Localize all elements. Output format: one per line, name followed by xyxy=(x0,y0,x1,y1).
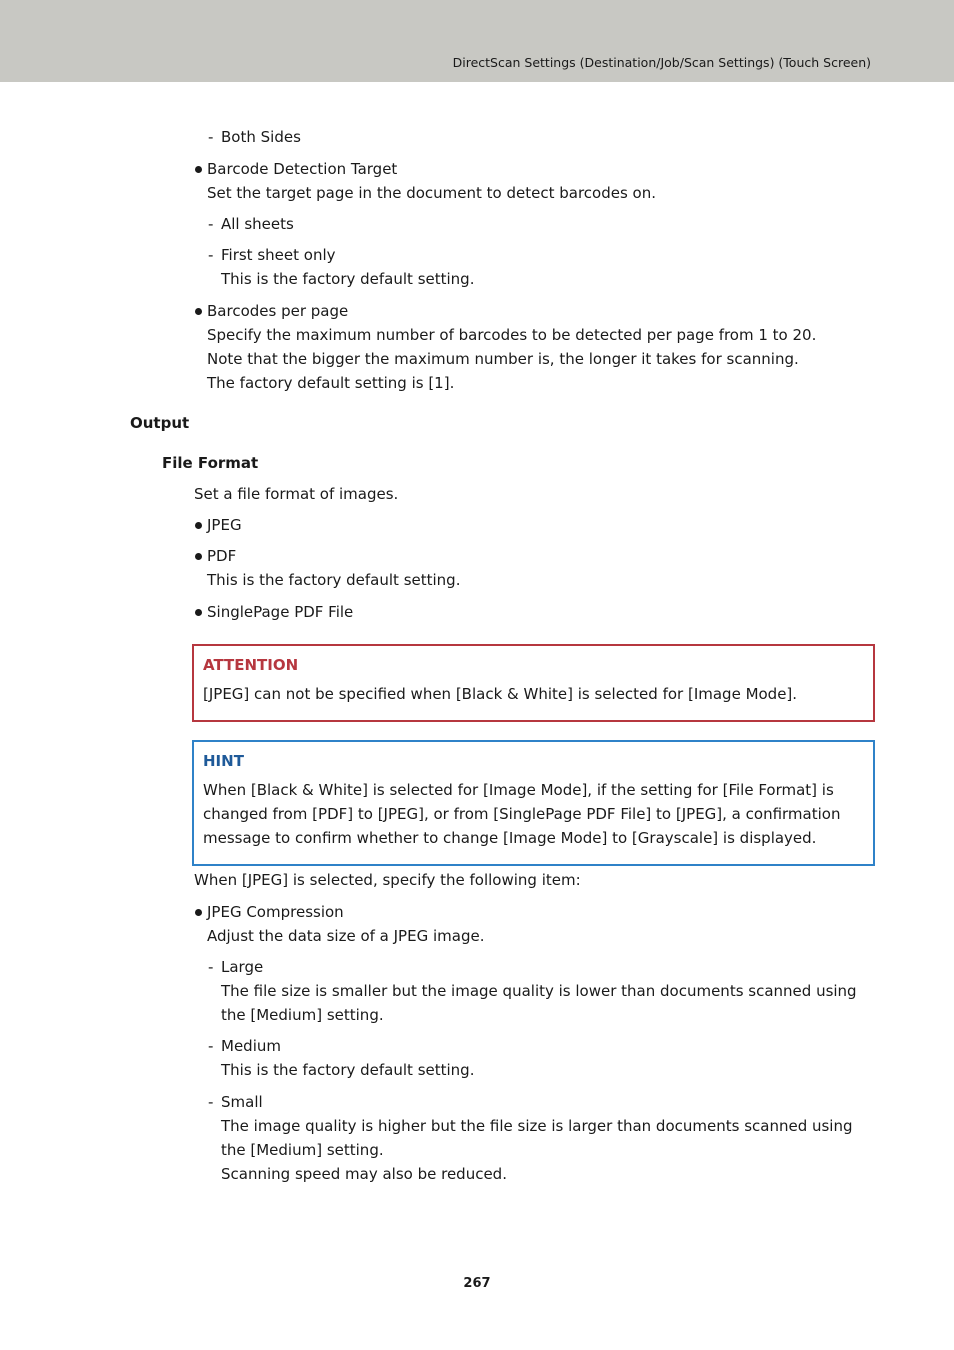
bullet-icon xyxy=(195,909,202,916)
bullet-icon xyxy=(195,308,202,315)
dash-marker: - xyxy=(208,1093,214,1111)
dash-marker: - xyxy=(208,128,214,146)
barcode-target-desc: Set the target page in the document to detect barcodes on. xyxy=(207,184,657,202)
barcodes-per-page-label: Barcodes per page xyxy=(207,302,349,320)
dash-marker: - xyxy=(208,958,214,976)
option-small: Small xyxy=(221,1093,263,1111)
hint-line: When [Black & White] is selected for [Image Mode], if the setting for [File Format] is xyxy=(203,781,834,799)
barcodes-per-page-line: Specify the maximum number of barcodes to be detected per page from 1 to 20. xyxy=(207,326,817,344)
attention-text: [JPEG] can not be specified when [Black & White] is selected for [Image Mode]. xyxy=(203,685,798,703)
jpeg-intro: When [JPEG] is selected, specify the following item: xyxy=(194,871,581,889)
dash-marker: - xyxy=(208,215,214,233)
bullet-icon xyxy=(195,166,202,173)
option-first-sheet: First sheet only xyxy=(221,246,336,264)
first-sheet-note: This is the factory default setting. xyxy=(221,270,475,288)
barcodes-per-page-line: Note that the bigger the maximum number is, the longer it takes for scanning. xyxy=(207,350,799,368)
jpeg-compression-desc: Adjust the data size of a JPEG image. xyxy=(207,927,485,945)
output-heading: Output xyxy=(130,414,190,432)
attention-box xyxy=(192,644,875,722)
attention-label: ATTENTION xyxy=(203,656,299,674)
option-large: Large xyxy=(221,958,264,976)
small-desc-line: The image quality is higher but the file size is larger than documents scanned using xyxy=(221,1117,853,1135)
dash-marker: - xyxy=(208,246,214,264)
dash-marker: - xyxy=(208,1037,214,1055)
option-pdf: PDF xyxy=(207,547,237,565)
large-desc-line: the [Medium] setting. xyxy=(221,1006,384,1024)
file-format-desc: Set a file format of images. xyxy=(194,485,399,503)
pdf-note: This is the factory default setting. xyxy=(207,571,461,589)
bullet-icon xyxy=(195,522,202,529)
header-bar xyxy=(0,0,954,82)
file-format-heading: File Format xyxy=(162,454,259,472)
bullet-icon xyxy=(195,609,202,616)
hint-box xyxy=(192,740,875,866)
small-desc-line: Scanning speed may also be reduced. xyxy=(221,1165,507,1183)
option-all-sheets: All sheets xyxy=(221,215,294,233)
jpeg-compression-label: JPEG Compression xyxy=(207,903,344,921)
medium-desc-line: This is the factory default setting. xyxy=(221,1061,475,1079)
small-desc-line: the [Medium] setting. xyxy=(221,1141,384,1159)
page-number: 267 xyxy=(463,1276,491,1291)
hint-label: HINT xyxy=(203,752,244,770)
hint-line: message to confirm whether to change [Image Mode] to [Grayscale] is displayed. xyxy=(203,829,817,847)
hint-line: changed from [PDF] to [JPEG], or from [SinglePage PDF File] to [JPEG], a confirmation xyxy=(203,805,841,823)
large-desc-line: The file size is smaller but the image quality is lower than documents scanned using xyxy=(221,982,857,1000)
barcode-target-label: Barcode Detection Target xyxy=(207,160,398,178)
bullet-icon xyxy=(195,553,202,560)
option-medium: Medium xyxy=(221,1037,281,1055)
header-title: DirectScan Settings (Destination/Job/Scan Settings) (Touch Screen) xyxy=(452,55,871,70)
barcodes-per-page-line: The factory default setting is [1]. xyxy=(207,374,455,392)
option-both-sides: Both Sides xyxy=(221,128,301,146)
option-jpeg: JPEG xyxy=(207,516,242,534)
option-singlepage-pdf: SinglePage PDF File xyxy=(207,603,354,621)
